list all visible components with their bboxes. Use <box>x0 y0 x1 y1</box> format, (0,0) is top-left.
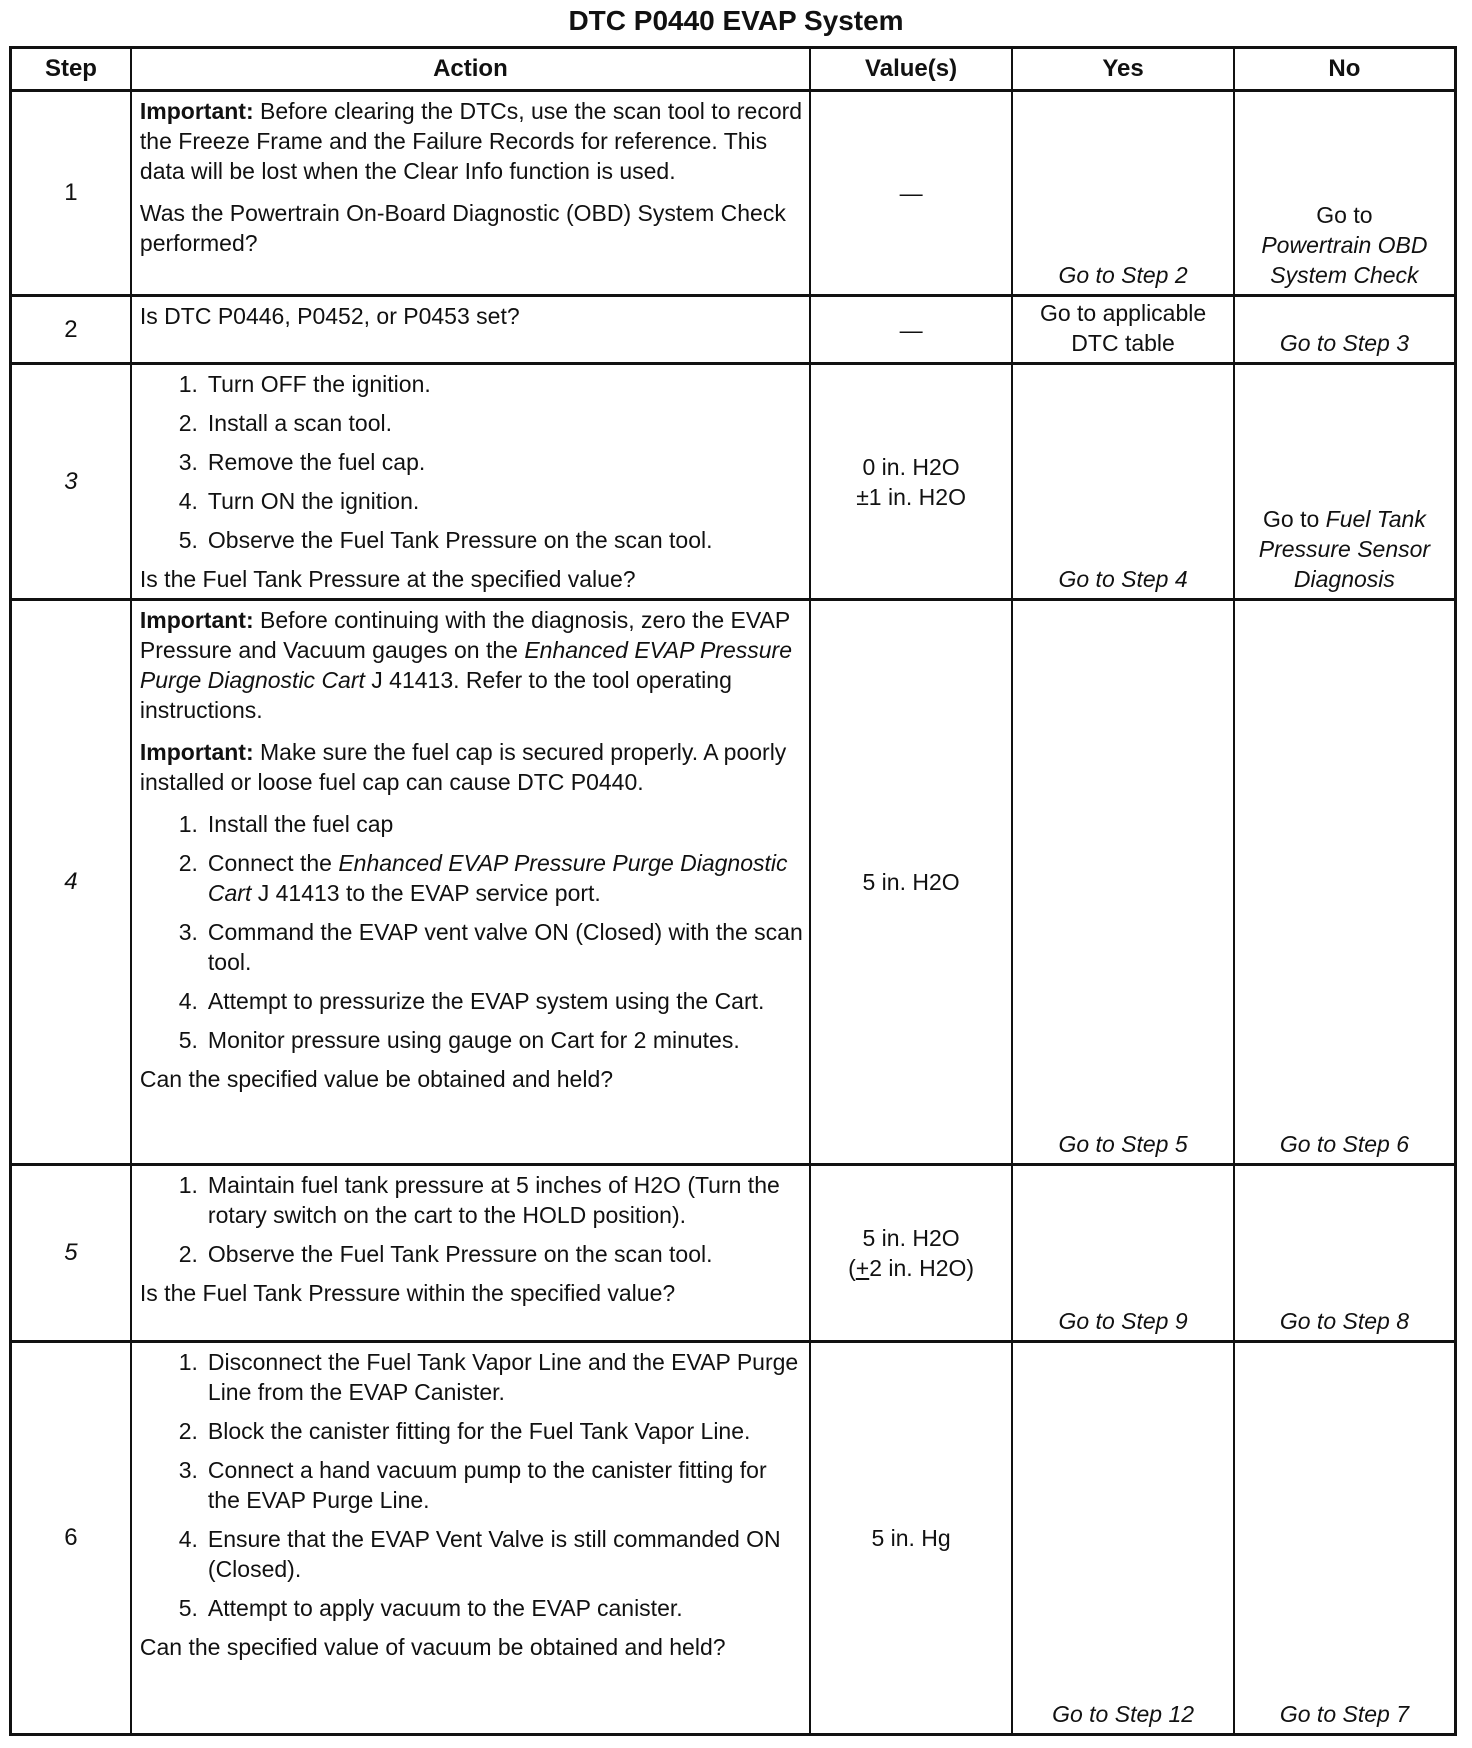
no-cell <box>1234 296 1456 364</box>
no-cell <box>1234 91 1456 296</box>
no-result-link: Powertrain OBD System Check <box>1261 232 1428 288</box>
yes-result: Go to Step 12 <box>1052 1701 1195 1727</box>
no-cell <box>1234 1342 1456 1735</box>
yes-result: Go to applicable DTC table <box>1039 300 1207 356</box>
table-row-step-4 <box>11 600 1456 1165</box>
value-cell <box>810 1342 1012 1735</box>
important-text: Before clearing the DTCs, use the scan tool to record the Freeze Frame and the Failure Records for reference. This data will be lost when the Clear Info function is used. <box>139 98 803 184</box>
procedure-list <box>140 809 803 1055</box>
yes-cell <box>1012 600 1234 1165</box>
list-item: 4. Attempt to pressurize the EVAP system using the Cart. <box>178 988 765 1014</box>
list-item: 4. Ensure that the EVAP Vent Valve is still commanded ON (Closed). <box>178 1526 781 1582</box>
no-result: Go to Step 6 <box>1279 1131 1409 1157</box>
value-text: — <box>899 180 923 206</box>
value-cell <box>810 600 1012 1165</box>
yes-result: Go to Step 9 <box>1058 1308 1188 1334</box>
procedure-list <box>140 369 803 555</box>
important-note: Important: Make sure the fuel cap is secured properly. A poorly installed or loose fuel cap can cause DTC P0440. <box>139 739 787 795</box>
table-row-step-5 <box>11 1165 1456 1342</box>
header-action: Action <box>131 48 810 91</box>
important-note: Important: Before continuing with the diagnosis, zero the EVAP Pressure and Vacuum gauges on the Enhanced EVAP Pressure Purge Diagnostic Cart J 41413. Refer to the tool operating instructions. <box>139 607 792 723</box>
no-result-link: Fuel Tank Pressure Sensor Diagnosis <box>1258 506 1431 592</box>
question-text: Can the specified value of vacuum be obtained and held? <box>139 1634 726 1660</box>
question-text: Is the Fuel Tank Pressure at the specified value? <box>139 566 636 592</box>
value-tolerance: ±1 in. H2O <box>856 483 966 510</box>
yes-cell <box>1012 364 1234 600</box>
list-item: 1. Install the fuel cap <box>178 811 394 837</box>
procedure-list <box>140 1170 803 1269</box>
list-item: 5. Monitor pressure using gauge on Cart for 2 minutes. <box>178 1027 740 1053</box>
list-item: 3. Command the EVAP vent valve ON (Closed) with the scan tool. <box>178 919 803 975</box>
step-number: 6 <box>11 1342 131 1735</box>
question-text: Can the specified value be obtained and held? <box>139 1066 614 1092</box>
action-cell <box>131 296 810 364</box>
yes-cell <box>1012 1165 1234 1342</box>
list-item: 2. Install a scan tool. <box>178 410 393 436</box>
question-text: Was the Powertrain On-Board Diagnostic (OBD) System Check performed? <box>139 200 786 256</box>
action-cell <box>131 91 810 296</box>
step-number: 3 <box>11 364 131 600</box>
list-item: 4. Turn ON the ignition. <box>178 488 420 514</box>
yes-result: Go to Step 4 <box>1058 566 1188 592</box>
list-item: 2. Connect the Enhanced EVAP Pressure Purge Diagnostic Cart J 41413 to the EVAP service port. <box>178 850 788 906</box>
list-item: 5. Attempt to apply vacuum to the EVAP canister. <box>178 1595 683 1621</box>
list-item: 1. Maintain fuel tank pressure at 5 inches of H2O (Turn the rotary switch on the cart to the HOLD position). <box>178 1172 780 1228</box>
header-values: Value(s) <box>810 48 1012 91</box>
value-cell <box>810 296 1012 364</box>
yes-cell <box>1012 91 1234 296</box>
yes-result: Go to Step 2 <box>1058 262 1188 288</box>
list-item: 2. Observe the Fuel Tank Pressure on the scan tool. <box>178 1241 713 1267</box>
list-item: 3. Connect a hand vacuum pump to the canister fitting for the EVAP Purge Line. <box>178 1457 767 1513</box>
list-item: 1. Disconnect the Fuel Tank Vapor Line and the EVAP Purge Line from the EVAP Canister. <box>178 1349 799 1405</box>
no-result: Go to Step 7 <box>1279 1701 1409 1727</box>
value-text: — <box>899 316 923 343</box>
step-number: 4 <box>11 600 131 1165</box>
action-cell <box>131 1165 810 1342</box>
question-text: Is the Fuel Tank Pressure within the specified value? <box>139 1280 676 1306</box>
step-number: 1 <box>11 91 131 296</box>
diagnostic-table <box>9 46 1457 1736</box>
no-cell <box>1234 1165 1456 1342</box>
value-tolerance: (+2 in. H2O) <box>848 1255 975 1281</box>
list-item: 2. Block the canister fitting for the Fuel Tank Vapor Line. <box>178 1418 751 1444</box>
important-label: Important: <box>139 98 254 124</box>
no-result: Go to Step 3 <box>1279 330 1409 356</box>
step-number: 5 <box>11 1165 131 1342</box>
table-row-step-2 <box>11 296 1456 364</box>
value-text: 5 in. Hg <box>871 1525 951 1551</box>
table-row-step-6 <box>11 1342 1456 1735</box>
header-step: Step <box>11 48 131 91</box>
value-cell <box>810 364 1012 600</box>
list-item: 1. Turn OFF the ignition. <box>178 371 431 397</box>
yes-cell <box>1012 296 1234 364</box>
no-result-prefix: Go to <box>1316 202 1373 228</box>
action-cell <box>131 600 810 1165</box>
list-item: 3. Remove the fuel cap. <box>178 449 426 475</box>
value-cell <box>810 91 1012 296</box>
table-row-step-1 <box>11 91 1456 296</box>
no-result: Go to Step 8 <box>1279 1308 1409 1334</box>
table-row-step-3 <box>11 364 1456 600</box>
action-cell <box>131 1342 810 1735</box>
value-text: 5 in. H2O <box>862 869 960 895</box>
value-text: 5 in. H2O <box>862 1225 960 1251</box>
no-cell <box>1234 364 1456 600</box>
value-cell <box>810 1165 1012 1342</box>
procedure-list <box>140 1347 803 1623</box>
question-text: Is DTC P0446, P0452, or P0453 set? <box>139 303 520 329</box>
step-number: 2 <box>11 296 131 364</box>
header-yes: Yes <box>1012 48 1234 91</box>
table-header-row <box>11 48 1456 91</box>
header-no: No <box>1234 48 1456 91</box>
action-cell <box>131 364 810 600</box>
page-title: DTC P0440 EVAP System <box>568 5 904 36</box>
value-text: 0 in. H2O <box>862 453 960 480</box>
no-result-prefix: Go to <box>1263 506 1326 532</box>
yes-result: Go to Step 5 <box>1058 1131 1188 1157</box>
no-cell <box>1234 600 1456 1165</box>
list-item: 5. Observe the Fuel Tank Pressure on the scan tool. <box>178 527 713 553</box>
yes-cell <box>1012 1342 1234 1735</box>
important-note <box>140 96 803 186</box>
